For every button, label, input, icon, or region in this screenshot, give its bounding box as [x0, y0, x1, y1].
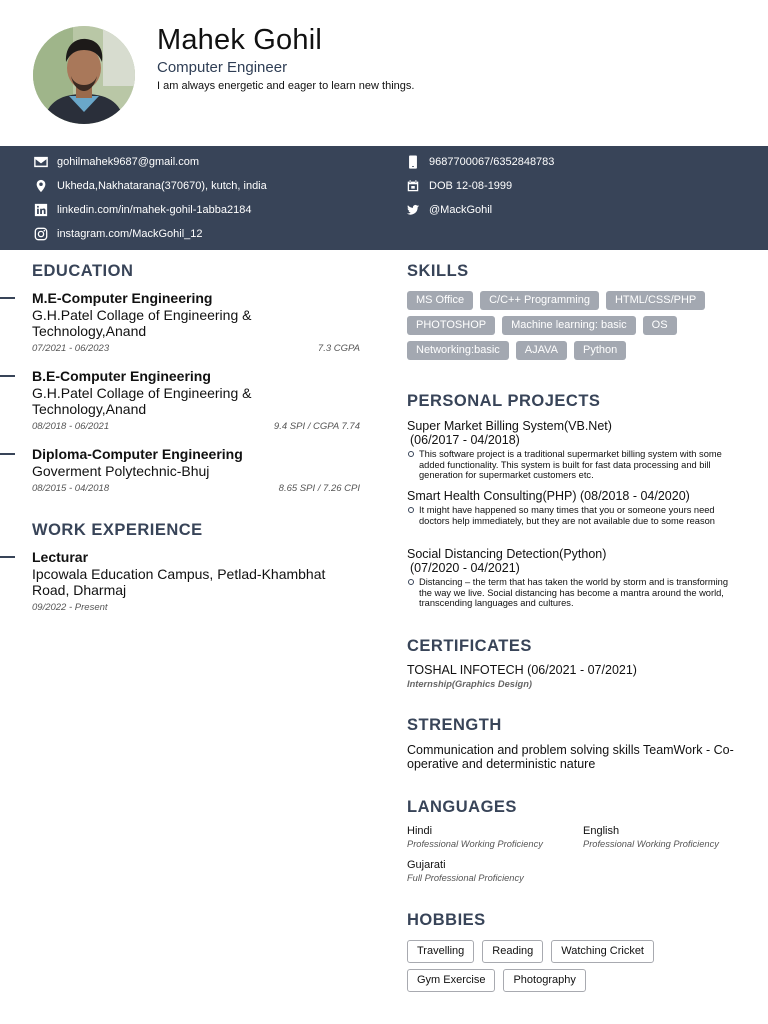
contact-twitter[interactable] — [405, 202, 492, 218]
contact-band — [0, 146, 768, 250]
language-name: Gujarati — [407, 859, 446, 871]
project-item — [407, 489, 742, 526]
twitter-icon — [405, 202, 421, 218]
skill-tag: C/C++ Programming — [480, 291, 599, 310]
education-meta — [32, 343, 360, 354]
language-level: Full Professional Proficiency — [407, 873, 524, 883]
strength-text: Communication and problem solving skills TeamWork - Co-operative and deterministic nature — [407, 743, 734, 771]
twitter-text: @MackGohil — [429, 204, 493, 216]
contact-linkedin[interactable] — [33, 202, 251, 218]
project-description: It might have happened so many times that you or someone yours need doctors help immediately, but they are not available due to some reason — [407, 505, 742, 526]
project-dates: (06/2017 - 04/2018) — [410, 433, 520, 447]
language-item — [407, 859, 524, 885]
project-dates: (07/2020 - 04/2021) — [410, 561, 520, 575]
education-degree: M.E-Computer Engineering — [32, 290, 213, 306]
location-pin-icon — [33, 178, 49, 194]
dob-text: DOB 12-08-1999 — [429, 180, 513, 192]
education-meta — [32, 483, 360, 494]
skill-tag: HTML/CSS/PHP — [606, 291, 705, 310]
education-dates: 07/2021 - 06/2023 — [32, 343, 110, 354]
project-name: Social Distancing Detection(Python) — [407, 547, 607, 561]
certificate-name: TOSHAL INFOTECH (06/2021 - 07/2021) — [407, 663, 637, 677]
linkedin-text: linkedin.com/in/mahek-gohil-1abba2184 — [57, 204, 252, 216]
phone-text: 9687700067/6352848783 — [429, 156, 555, 168]
skill-tag: Networking:basic — [407, 341, 509, 360]
entry-marker — [0, 375, 15, 377]
hobbies-title: HOBBIES — [407, 911, 486, 929]
certificates-title: CERTIFICATES — [407, 637, 532, 655]
instagram-text: instagram.com/MackGohil_12 — [57, 228, 203, 240]
project-description: This software project is a traditional supermarket billing system with some added functionality. This system is built for fast data processing and bill generation for supermarket customers etc. — [407, 449, 742, 481]
instagram-icon — [33, 226, 49, 242]
candidate-role: Computer Engineer — [157, 59, 288, 76]
language-item — [583, 825, 719, 851]
project-name: Smart Health Consulting(PHP) — [407, 489, 577, 503]
work-experience-title: WORK EXPERIENCE — [32, 521, 203, 539]
education-score: 7.3 CGPA — [317, 343, 360, 354]
skill-tag: MS Office — [407, 291, 473, 310]
contact-instagram[interactable] — [33, 226, 203, 242]
skill-tag: PHOTOSHOP — [407, 316, 495, 335]
education-school: G.H.Patel Collage of Engineering & Technology,Anand — [32, 307, 252, 339]
project-heading — [407, 489, 742, 503]
candidate-name: Mahek Gohil — [157, 24, 322, 56]
project-item — [407, 419, 742, 481]
work-entry — [32, 549, 360, 613]
education-entry — [32, 290, 360, 354]
entry-marker — [0, 556, 15, 558]
language-name: Hindi — [407, 825, 433, 837]
education-meta — [32, 421, 360, 432]
skill-tag: Machine learning: basic — [502, 316, 636, 335]
email-text: gohilmahek9687@gmail.com — [57, 156, 200, 168]
hobby-tag: Photography — [503, 969, 585, 992]
linkedin-icon — [33, 202, 49, 218]
projects-title: PERSONAL PROJECTS — [407, 392, 601, 410]
certificate-detail: Internship(Graphics Design) — [407, 679, 533, 689]
education-school: Goverment Polytechnic-Bhuj — [32, 463, 210, 479]
profile-photo — [33, 26, 135, 124]
project-name: Super Market Billing System(VB.Net) — [407, 419, 612, 433]
education-entry — [32, 446, 360, 494]
certificate-item — [407, 663, 747, 691]
language-level: Professional Working Proficiency — [407, 839, 543, 849]
education-score: 8.65 SPI / 7.26 CPI — [278, 483, 360, 494]
entry-marker — [0, 453, 15, 455]
email-icon — [33, 154, 49, 170]
project-dates: (08/2018 - 04/2020) — [580, 489, 690, 503]
language-name: English — [583, 825, 620, 837]
education-school: G.H.Patel Collage of Engineering & Technology,Anand — [32, 385, 252, 417]
contact-email[interactable] — [33, 154, 199, 170]
skills-title: SKILLS — [407, 262, 469, 280]
project-description: Distancing – the term that has taken the world by storm and is transforming the way we live. Social distancing has become a mantra around the world, transcending languages and cultures. — [407, 577, 742, 609]
languages-title: LANGUAGES — [407, 798, 517, 816]
entry-marker — [0, 297, 15, 299]
portrait-image — [33, 26, 135, 124]
education-degree: Diploma-Computer Engineering — [32, 446, 243, 462]
skill-tag: OS — [643, 316, 677, 335]
contact-dob — [405, 178, 512, 194]
language-level: Professional Working Proficiency — [583, 839, 719, 849]
education-score: 9.4 SPI / CGPA 7.74 — [273, 421, 360, 432]
hobby-tag: Reading — [482, 940, 543, 963]
hobby-tag: Travelling — [407, 940, 474, 963]
work-organization: Ipcowala Education Campus, Petlad-Khambhat Road, Dharmaj — [32, 566, 326, 598]
hobbies-list — [407, 940, 747, 998]
hobby-tag: Gym Exercise — [407, 969, 495, 992]
calendar-icon — [405, 178, 421, 194]
work-dates: 09/2022 - Present — [32, 602, 108, 613]
education-entry — [32, 368, 360, 432]
phone-icon — [405, 154, 421, 170]
education-dates: 08/2018 - 06/2021 — [32, 421, 110, 432]
resume-header — [0, 0, 768, 146]
work-role: Lecturar — [32, 549, 89, 565]
skills-list — [407, 291, 747, 366]
work-meta — [32, 602, 360, 613]
candidate-tagline: I am always energetic and eager to learn new things. — [157, 80, 415, 92]
address-text: Ukheda,Nakhatarana(370670), kutch, india — [57, 180, 267, 192]
language-item — [407, 825, 543, 851]
contact-phone[interactable] — [405, 154, 554, 170]
strength-title: STRENGTH — [407, 716, 502, 734]
project-item — [407, 547, 742, 609]
education-degree: B.E-Computer Engineering — [32, 368, 211, 384]
skill-tag: Python — [574, 341, 626, 360]
skill-tag: AJAVA — [516, 341, 567, 360]
education-dates: 08/2015 - 04/2018 — [32, 483, 110, 494]
education-title: EDUCATION — [32, 262, 134, 280]
hobby-tag: Watching Cricket — [551, 940, 654, 963]
contact-address — [33, 178, 267, 194]
